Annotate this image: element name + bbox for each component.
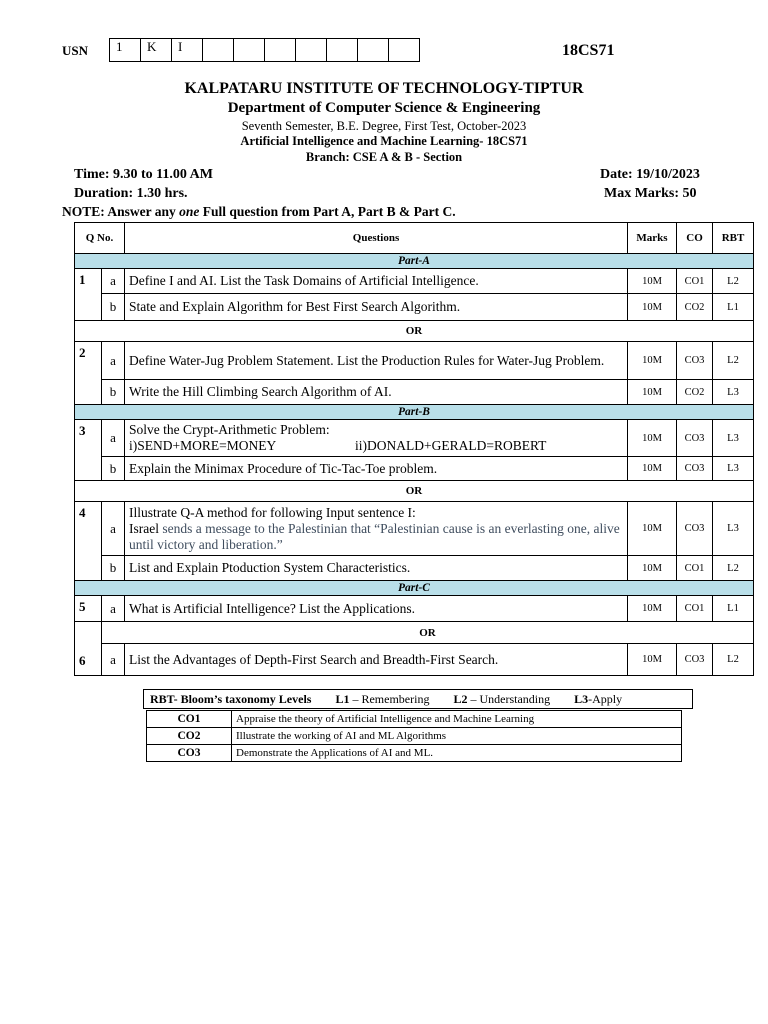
question-number: 2 [75,342,102,405]
sentence-subject: Israel [129,520,159,536]
question-co: CO3 [677,420,713,457]
question-marks: 10M [628,457,677,481]
usn-box[interactable]: 1 [110,38,141,62]
subject-code: 18CS71 [562,42,615,59]
rbt-l1-code: L1 [335,692,350,706]
sub-question-letter: b [102,556,125,581]
table-row [75,420,754,457]
question-text: State and Explain Algorithm for Best First Search Algorithm. [125,294,628,321]
question-rbt: L1 [713,596,754,622]
table-row [75,596,754,622]
table-row [75,556,754,581]
question-number: 4 [75,502,102,581]
sub-question-letter: a [102,342,125,380]
header-co: CO [677,223,713,254]
question-number: 3 [75,420,102,481]
usn-box[interactable] [327,38,358,62]
header-qno: Q No. [75,223,125,254]
question-rbt: L2 [713,342,754,380]
question-co: CO3 [677,457,713,481]
usn-box[interactable] [389,38,420,62]
question-text: List the Advantages of Depth-First Search and Breadth-First Search. [125,644,628,676]
sub-question-letter: a [102,644,125,676]
question-rbt: L3 [713,502,754,556]
question-text: Explain the Minimax Procedure of Tic-Tac-Toe problem. [125,457,628,481]
usn-box[interactable]: I [172,38,203,62]
part-a-label: Part-A [75,254,754,269]
usn-box[interactable] [234,38,265,62]
table-row [75,502,754,556]
question-marks: 10M [628,294,677,321]
sub-question-letter: b [102,294,125,321]
usn-box[interactable] [265,38,296,62]
question-number: 5 [75,596,102,622]
branch-line: Branch: CSE A & B - Section [305,150,463,164]
sub-question-letter: a [102,420,125,457]
rbt-l1-text: – Remembering [349,692,430,706]
usn-box[interactable] [358,38,389,62]
course-outcomes-table [146,710,682,762]
table-row [147,728,682,745]
co-code: CO3 [147,745,232,762]
or-label: OR [75,321,754,342]
or-row [75,481,754,502]
question-text: What is Artificial Intelligence? List the Applications. [125,596,628,622]
question-rbt: L2 [713,644,754,676]
header-rbt: RBT [713,223,754,254]
question-co: CO2 [677,380,713,405]
table-row [75,644,754,676]
exam-date: Date: 19/10/2023 [600,167,700,182]
part-b-row [75,405,754,420]
rbt-l2-text: – Understanding [467,692,551,706]
question-rbt: L3 [713,457,754,481]
department-name: Department of Computer Science & Engineering [227,100,541,116]
question-text [125,420,628,457]
sub-question-letter: a [102,502,125,556]
crypt-problem-1: i)SEND+MORE=MONEY [129,438,277,453]
co-description: Demonstrate the Applications of AI and ML. [232,745,682,762]
question-text: Define I and AI. List the Task Domains of Artificial Intelligence. [125,269,628,294]
question-text: Write the Hill Climbing Search Algorithm of AI. [125,380,628,405]
question-marks: 10M [628,380,677,405]
question-rbt: L2 [713,556,754,581]
header-questions: Questions [125,223,628,254]
institute-name: KALPATARU INSTITUTE OF TECHNOLOGY-TIPTUR [184,80,584,97]
question-marks: 10M [628,596,677,622]
question-rbt: L3 [713,380,754,405]
semester-line: Seventh Semester, B.E. Degree, First Test, October-2023 [241,119,527,133]
question-number: 1 [75,269,102,321]
exam-duration: Duration: 1.30 hrs. [74,186,188,201]
question-marks: 10M [628,502,677,556]
part-c-row [75,581,754,596]
question-co: CO3 [677,342,713,380]
table-header-row [75,223,754,254]
crypt-problem-2: ii)DONALD+GERALD=ROBERT [355,438,547,453]
question-co: CO2 [677,294,713,321]
question-text-line: Solve the Crypt-Arithmetic Problem: [129,422,330,437]
table-row [75,457,754,481]
max-marks: Max Marks: 50 [604,186,697,201]
or-label: OR [75,481,754,502]
note-prefix: NOTE: Answer any [62,204,180,219]
question-text: Define Water-Jug Problem Statement. List the Production Rules for Water-Jug Problem. [125,342,628,380]
or-row [75,321,754,342]
part-a-row [75,254,754,269]
sub-question-letter: a [102,596,125,622]
or-row [75,622,754,644]
question-text-line [129,521,623,553]
input-sentence: sends a message to the Palestinian that “Palestinian cause is an everlasting one, alive until victory and liberation.” [129,520,620,552]
question-marks: 10M [628,644,677,676]
question-co: CO3 [677,502,713,556]
sub-question-letter: a [102,269,125,294]
note-emphasis: one [179,204,200,219]
question-marks: 10M [628,556,677,581]
exam-time: Time: 9.30 to 11.00 AM [74,167,213,182]
question-co: CO1 [677,269,713,294]
course-title: Artificial Intelligence and Machine Learning- 18CS71 [240,134,528,148]
usn-box[interactable] [296,38,327,62]
question-number: 6 [75,644,102,676]
header-marks: Marks [628,223,677,254]
table-row [147,745,682,762]
exam-note [62,204,456,220]
rbt-l3-code: L3 [574,692,589,706]
co-code: CO1 [147,711,232,728]
question-text: List and Explain Ptoduction System Characteristics. [125,556,628,581]
question-co: CO1 [677,596,713,622]
usn-boxes [109,38,420,62]
question-co: CO3 [677,644,713,676]
part-b-label: Part-B [75,405,754,420]
usn-label: USN [62,43,89,58]
question-rbt: L3 [713,420,754,457]
table-row [75,294,754,321]
co-code: CO2 [147,728,232,745]
co-description: Appraise the theory of Artificial Intelligence and Machine Learning [232,711,682,728]
table-row [75,342,754,380]
rbt-l2-code: L2 [453,692,468,706]
sub-question-letter: b [102,457,125,481]
question-text-line [129,438,623,454]
part-c-label: Part-C [75,581,754,596]
rbt-l3-text: -Apply [588,692,623,706]
question-marks: 10M [628,420,677,457]
question-text [125,502,628,556]
or-label: OR [102,622,754,644]
question-marks: 10M [628,269,677,294]
table-row [75,269,754,294]
sub-question-letter: b [102,380,125,405]
question-table [74,222,754,676]
rbt-legend [143,689,693,709]
question-co: CO1 [677,556,713,581]
question-rbt: L1 [713,294,754,321]
table-row [147,711,682,728]
note-suffix: Full question from Part A, Part B & Part C. [199,204,456,219]
usn-box[interactable] [203,38,234,62]
question-marks: 10M [628,342,677,380]
co-description: Illustrate the working of AI and ML Algorithms [232,728,682,745]
question-text-line: Illustrate Q-A method for following Input sentence I: [129,504,416,520]
rbt-legend-title: RBT- Bloom’s taxonomy Levels [150,692,312,706]
table-row [75,380,754,405]
usn-box[interactable]: K [141,38,172,62]
question-rbt: L2 [713,269,754,294]
